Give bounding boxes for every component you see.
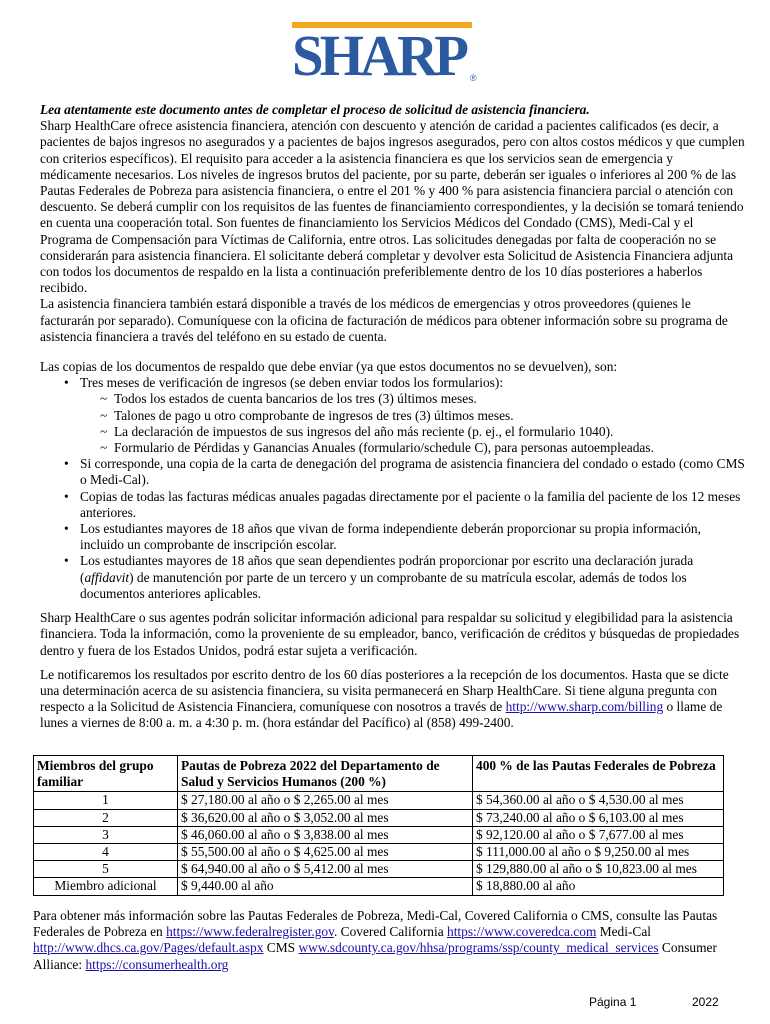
cell-400: $ 73,240.00 al año o $ 6,103.00 al mes (473, 809, 724, 826)
page-number: Página 1 (589, 995, 637, 1009)
cell-members: 1 (34, 792, 178, 809)
paragraph-physicians: La asistencia financiera también estará disponible a través de los médicos de emergencias y otros proveedores (quienes le facturarán por separado). Comuníquese con la oficina de facturación de médicos para obtener información sobre su programa de asistencia financiera a través del teléfono en su estado de cuenta. (40, 296, 728, 344)
list-item (40, 553, 745, 602)
list-item: • Los estudiantes mayores de 18 años que vivan de forma independiente deberán proporcionar su propia información, incluido un comprobante de inscripción escolar. (40, 521, 745, 553)
para4-before: Le notificaremos los resultados por escrito dentro de los 60 días posteriores a la recepción de los documentos. Hasta que se dicte una determinación acerca de su asistencia financiera, su visita permanecerá en Sharp HealthCare. Si tiene alguna pregunta con respecto a la Solicitud de Asistencia Financiera, comuníquese con nosotros a través de (40, 666, 729, 715)
table-row (34, 809, 724, 826)
logo-registered-mark: ® (470, 73, 477, 83)
documents-intro: Las copias de los documentos de respaldo que debe enviar (ya que estos documentos no se devuelven), son: (40, 359, 618, 375)
table-row (34, 878, 724, 895)
bullet5-after: ) de manutención por parte de un tercero y un comprobante de su matrícula escolar, además de todos los documentos anteriores aplicables. (80, 569, 687, 601)
cell-members: 4 (34, 844, 178, 861)
intro-note: Lea atentamente este documento antes de completar el proceso de solicitud de asistencia financiera. (40, 102, 590, 117)
table-row (34, 826, 724, 843)
billing-link[interactable]: http://www.sharp.com/billing (505, 699, 664, 715)
cell-200: $ 46,060.00 al año o $ 3,838.00 al mes (178, 826, 473, 843)
cell-200: $ 9,440.00 al año (178, 878, 473, 895)
header-household-members: Miembros del grupo familiar (34, 756, 178, 792)
paragraph-verification: Sharp HealthCare o sus agentes podrán solicitar información adicional para respaldar su solicitud y elegibilidad para la asistencia financiera. Toda la información, como la proveniente de su empleador, banco, verificación de créditos y búsquedas de propiedades dentro y fuera de los Estados Unidos, podrá estar sujeta a verificación. (40, 610, 740, 658)
list-item: • Si corresponde, una copia de la carta de denegación del programa de asistencia financiera del condado o estado (como CMS o Medi-Cal). (40, 456, 745, 488)
footer-text5: Consumer Alliance: (33, 940, 717, 972)
document-body (40, 102, 745, 732)
sub-list-item: ~ Formulario de Pérdidas y Ganancias Anuales (formulario/schedule C), para personas autoempleadas. (80, 440, 745, 456)
documents-list (40, 375, 745, 602)
cell-members: 5 (34, 861, 178, 878)
bullet5-before: Los estudiantes mayores de 18 años que sean dependientes podrán proporcionar por escrito una declaración jurada ( (80, 553, 694, 585)
cell-200: $ 36,620.00 al año o $ 3,052.00 al mes (178, 809, 473, 826)
footer-text1: Para obtener más información sobre las Pautas Federales de Pobreza, Medi-Cal, Covered California o CMS, consulte las Pautas Federales de Pobreza en (33, 908, 718, 940)
sdcounty-link[interactable]: www.sdcounty.ca.gov/hhsa/programs/ssp/county_medical_services (298, 940, 659, 956)
cell-400: $ 92,120.00 al año o $ 7,677.00 al mes (473, 826, 724, 843)
footer-text4: CMS (263, 940, 299, 956)
footer-text3: Medi-Cal (596, 924, 652, 940)
income-sub-list (80, 391, 745, 456)
footer-text2: . Covered California (333, 924, 447, 940)
table-header-row (34, 756, 724, 792)
table-row (34, 792, 724, 809)
cell-200: $ 27,180.00 al año o $ 2,265.00 al mes (178, 792, 473, 809)
bullet5-italic: affidavit (84, 569, 130, 585)
federalregister-link[interactable]: https://www.federalregister.gov (166, 924, 334, 940)
cell-200: $ 55,500.00 al año o $ 4,625.00 al mes (178, 844, 473, 861)
cell-members: 3 (34, 826, 178, 843)
sub-list-item: ~ Todos los estados de cuenta bancarios de los tres (3) últimos meses. (80, 391, 745, 407)
table-row (34, 861, 724, 878)
dhcs-link[interactable]: http://www.dhcs.ca.gov/Pages/default.aspx (33, 940, 264, 956)
cell-400: $ 111,000.00 al año o $ 9,250.00 al mes (473, 844, 724, 861)
sharp-logo (292, 22, 482, 88)
list-item (40, 375, 745, 456)
consumerhealth-link[interactable]: https://consumerhealth.org (85, 956, 229, 972)
list-item: • Copias de todas las facturas médicas anuales pagadas directamente por el paciente o la familia del paciente de los 12 meses anteriores. (40, 489, 745, 521)
more-info-paragraph (33, 908, 745, 973)
cell-members: Miembro adicional (34, 878, 178, 895)
paragraph-notification (40, 667, 745, 732)
cell-200: $ 64,940.00 al año o $ 5,412.00 al mes (178, 861, 473, 878)
bullet-income-verification: Tres meses de verificación de ingresos (se deben enviar todos los formularios): (80, 375, 504, 391)
sub-list-item: ~ La declaración de impuestos de sus ingresos del año más reciente (p. ej., el formulario 1040). (80, 424, 745, 440)
header-400-percent: 400 % de las Pautas Federales de Pobreza (473, 756, 724, 792)
sub-list-item: ~ Talones de pago u otro comprobante de ingresos de tres (3) últimos meses. (80, 408, 745, 424)
table-row (34, 844, 724, 861)
poverty-guidelines-table (33, 755, 724, 896)
page-year: 2022 (692, 995, 719, 1009)
cell-400: $ 129,880.00 al año o $ 10,823.00 al mes (473, 861, 724, 878)
cell-400: $ 18,880.00 al año (473, 878, 724, 895)
para4-after: o llame de lunes a viernes de 8:00 a. m. a 4:30 p. m. (hora estándar del Pacífico) al (858) 499-2400. (40, 699, 723, 731)
cell-400: $ 54,360.00 al año o $ 4,530.00 al mes (473, 792, 724, 809)
paragraph-eligibility: Sharp HealthCare ofrece asistencia financiera, atención con descuento y atención de caridad a pacientes calificados (es decir, a pacientes de bajos ingresos no asegurados y a pacientes de bajos ingresos asegurados, pero con altos costos médicos y que cumplen con criterios específicos). El requisito para acceder a la asistencia financiera es que los servicios sean de emergencia y médicamente necesarios. Los niveles de ingresos brutos del paciente, por su parte, deberán ser iguales o inferiores al 200 % de las Pautas Federales de Pobreza para asistencia financiera, o entre el 201 % y 400 % para asistencia financiera parcial o atención con descuento. Se deberá cumplir con los requisitos de las fuentes de financiamiento correspondientes, y la decisión se tomará teniendo en cuenta una cooperación total. Son fuentes de financiamiento los Servicios Médicos del Condado (CMS), Medi-Cal y el Programa de Compensación para Víctimas de California, entre otros. Las solicitudes denegadas por falta de cooperación no se considerarán para asistencia financiera. El solicitante deberá completar y devolver esta Solicitud de Asistencia Financiera adjunta con todos los documentos de respaldo en la lista a continuación preferiblemente dentro de los 10 días posteriores a haberlos recibido. (40, 118, 745, 296)
coveredca-link[interactable]: https://www.coveredca.com (447, 924, 597, 940)
cell-members: 2 (34, 809, 178, 826)
header-200-percent: Pautas de Pobreza 2022 del Departamento de Salud y Servicios Humanos (200 %) (178, 756, 473, 792)
logo-text: SHARP (292, 23, 466, 88)
